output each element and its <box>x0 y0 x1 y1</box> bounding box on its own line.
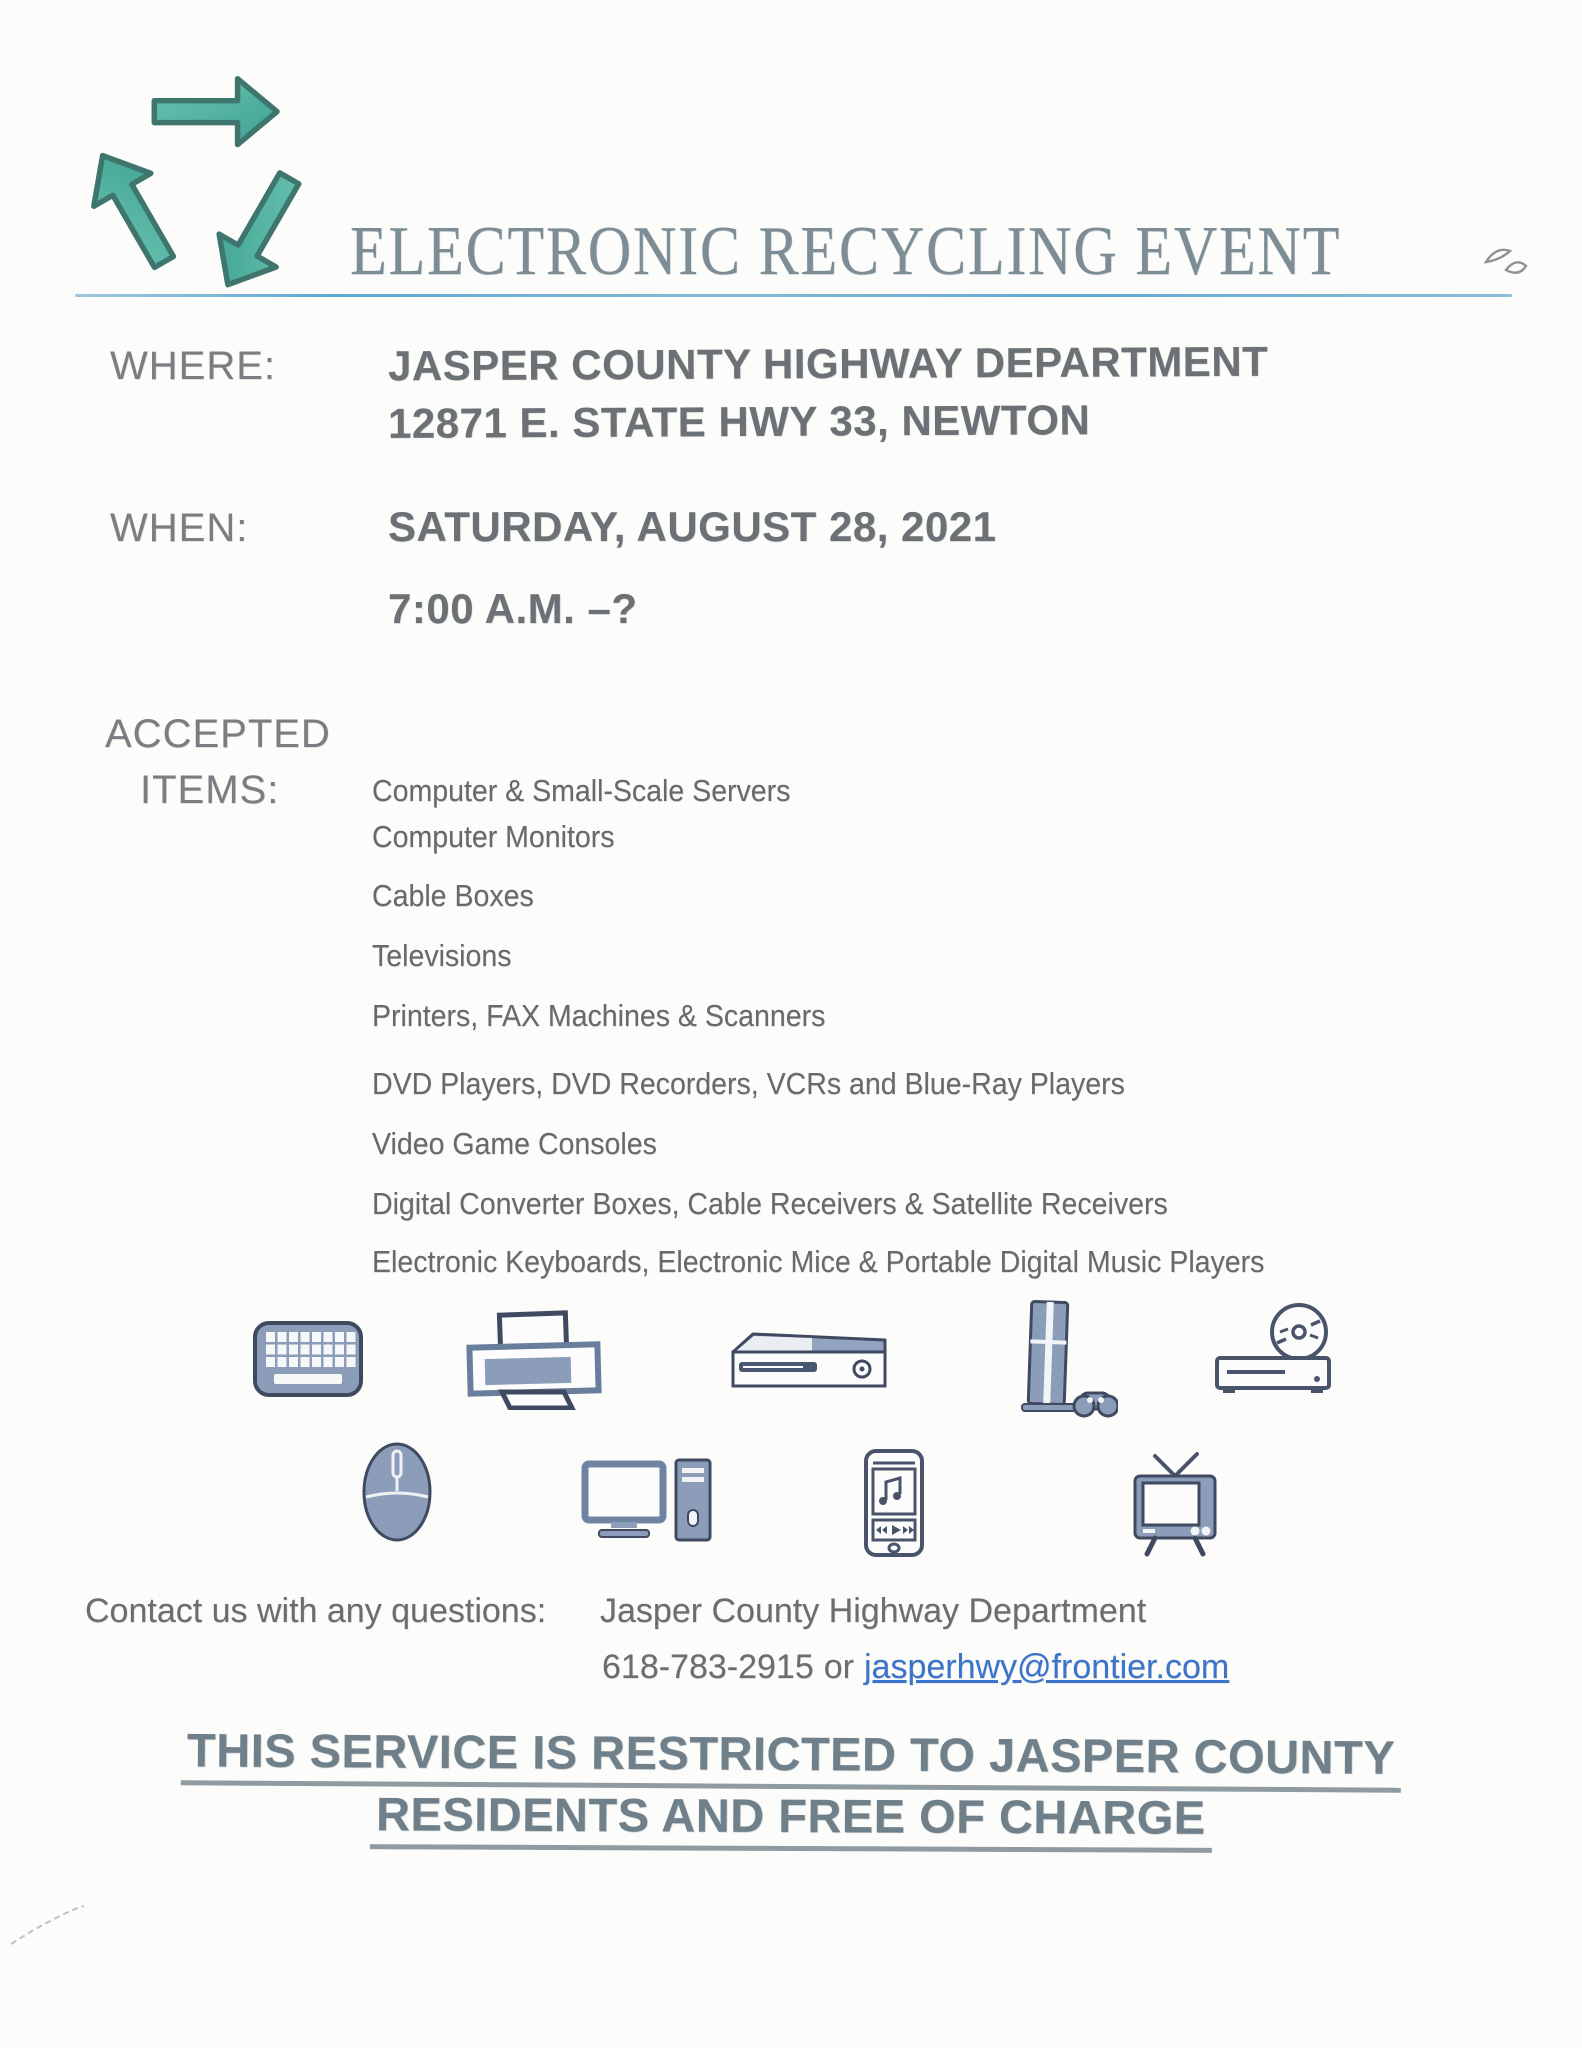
accepted-item: Cable Boxes <box>372 878 534 913</box>
accepted-item: Digital Converter Boxes, Cable Receivers & Satellite Receivers <box>372 1186 1168 1221</box>
accepted-item: Electronic Keyboards, Electronic Mice & Portable Digital Music Players <box>372 1244 1265 1279</box>
when-label: WHEN: <box>110 506 249 550</box>
accepted-item: Televisions <box>372 938 512 973</box>
accepted-item: Computer & Small-Scale Servers <box>372 773 791 808</box>
event-time: 7:00 A.M. –? <box>388 585 638 632</box>
footer-statement-line1: THIS SERVICE IS RESTRICTED TO JASPER COUNTY <box>181 1722 1401 1792</box>
contact-org: Jasper County Highway Department <box>600 1592 1147 1630</box>
contact-phone: 618-783-2915 <box>602 1648 814 1686</box>
accepted-item: Printers, FAX Machines & Scanners <box>372 998 826 1033</box>
mouse-icon <box>360 1441 434 1543</box>
page-title: ELECTRONIC RECYCLING EVENT <box>350 213 1342 290</box>
pencil-scan-mark <box>8 1900 88 1950</box>
footer-statement-line2: RESIDENTS AND FREE OF CHARGE <box>370 1786 1212 1853</box>
contact-phone-line <box>602 1648 1229 1687</box>
event-location-address: 12871 E. STATE HWY 33, NEWTON <box>387 396 1091 447</box>
accepted-items-label-line1: ACCEPTED <box>105 712 331 756</box>
accepted-items-label-line2: ITEMS: <box>140 768 280 812</box>
event-date: SATURDAY, AUGUST 28, 2021 <box>388 503 997 550</box>
desktop-computer-icon <box>580 1458 720 1546</box>
tv-icon <box>1125 1452 1225 1560</box>
event-location-name: JASPER COUNTY HIGHWAY DEPARTMENT <box>387 337 1269 390</box>
contact-prompt: Contact us with any questions: <box>85 1592 547 1630</box>
header-divider <box>75 294 1512 297</box>
game-console-icon <box>1000 1298 1118 1426</box>
where-label: WHERE: <box>110 344 276 388</box>
printer-icon <box>458 1310 610 1410</box>
dvd-player-icon <box>1213 1302 1341 1400</box>
scan-artifact-mark <box>1482 244 1534 284</box>
accepted-item: Video Game Consoles <box>372 1126 657 1161</box>
contact-email-link[interactable]: jasperhwy@frontier.com <box>863 1648 1230 1686</box>
keyboard-icon <box>252 1320 364 1398</box>
cable-box-icon <box>727 1326 892 1394</box>
footer-statement-line1-row <box>0 1723 1582 1789</box>
footer-statement-line2-row <box>0 1788 1582 1851</box>
music-player-icon <box>862 1448 926 1558</box>
recycle-icon <box>85 70 320 298</box>
contact-conjunction: or <box>823 1648 854 1686</box>
accepted-item: Computer Monitors <box>372 819 615 854</box>
accepted-item: DVD Players, DVD Recorders, VCRs and Blue-Ray Players <box>372 1066 1125 1101</box>
